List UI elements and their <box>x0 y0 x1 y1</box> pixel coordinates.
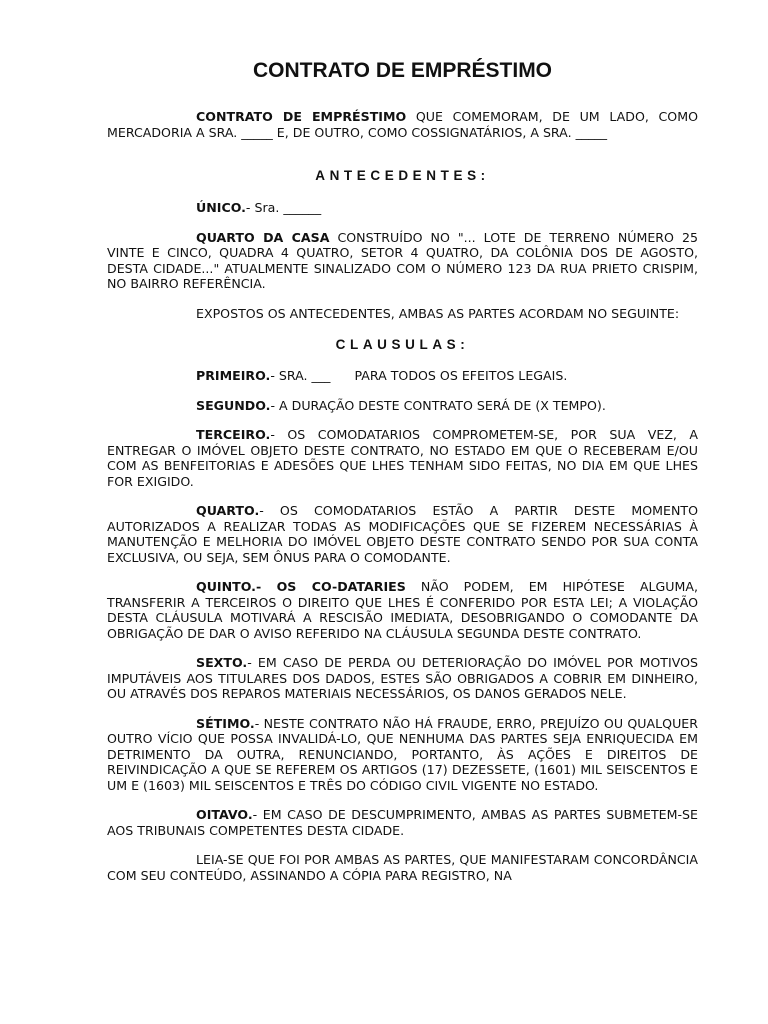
clause-sexto <box>107 655 698 702</box>
clause-text: - EM CASO DE PERDA OU DETERIORAÇÃO DO IMÓVEL POR MOTIVOS IMPUTÁVEIS AOS TITULARES DOS DADOS, ESTES SÃO OBRIGADOS A COBRIR EM DINHEIRO, OU ATRAVÉS DOS REPAROS MATERIAIS NECESSÁRIOS, OS DANOS GERADOS NELE. <box>107 655 698 701</box>
clause-setimo <box>107 716 698 794</box>
paragraph-quarto-casa <box>107 230 698 292</box>
clause-terceiro <box>107 427 698 489</box>
heading-antecedentes: ANTECEDENTES: <box>315 168 490 183</box>
document-title: CONTRATO DE EMPRÉSTIMO <box>252 59 553 82</box>
clause-primeiro <box>107 368 698 384</box>
clause-lead: QUARTO. <box>196 503 260 518</box>
clause-text: - EM CASO DE DESCUMPRIMENTO, AMBAS AS PARTES SUBMETEM-SE AOS TRIBUNAIS COMPETENTES DESTA CIDADE. <box>107 807 698 838</box>
clause-lead: PRIMEIRO. <box>196 368 271 383</box>
intro-lead: CONTRATO DE EMPRÉSTIMO <box>196 109 407 124</box>
unico-lead: ÚNICO. <box>196 200 246 215</box>
clause-lead: SEXTO. <box>196 655 248 670</box>
clause-lead: OITAVO. <box>196 807 253 822</box>
clause-text: - OS COMODATARIOS ESTÃO A PARTIR DESTE MOMENTO AUTORIZADOS A REALIZAR TODAS AS MODIFICAÇÕES QUE SE FIZEREM NECESSÁRIAS À MANUTENÇÃO E MELHORIA DO IMÓVEL OBJETO DESTE CONTRATO SENDO POR SUA CONTA EXCLUSIVA, OU SEJA, SEM ÔNUS PARA O COMODANTE. <box>107 503 698 565</box>
unico-text: - Sra. ______ <box>245 200 322 215</box>
quarto-casa-text: CONSTRUÍDO NO "... LOTE DE TERRENO NÚMERO 25 VINTE E CINCO, QUADRA 4 QUATRO, SETOR 4 QUATRO, DA COLÔNIA DOS DE AGOSTO, DESTA CIDADE..." ATUALMENTE SINALIZADO COM O NÚMERO 123 DA RUA PRIETO CRISPIM, NO BAIRRO REFERÊNCIA. <box>107 229 698 291</box>
clause-text: - SRA. ___ PARA TODOS OS EFEITOS LEGAIS. <box>270 368 568 383</box>
intro-paragraph <box>107 109 698 140</box>
closing-paragraph: LEIA-SE QUE FOI POR AMBAS AS PARTES, QUE MANIFESTARAM CONCORDÂNCIA COM SEU CONTEÚDO, ASSINANDO A CÓPIA PARA REGISTRO, NA <box>107 852 698 883</box>
clause-quinto <box>107 579 698 641</box>
clause-quarto <box>107 503 698 565</box>
clause-text: NÃO PODEM, EM HIPÓTESE ALGUMA, TRANSFERIR A TERCEIROS O DIREITO QUE LHES É CONFERIDO POR ESTA LEI; A VIOLAÇÃO DESTA CLÁUSULA MOTIVARÁ A RESCISÃO IMEDIATA, DESOBRIGANDO O COMODANTE DA OBRIGAÇÃO DE DAR O AVISO REFERIDO NA CLÁUSULA SEGUNDA DESTE CONTRATO. <box>107 579 699 641</box>
clause-lead: SEGUNDO. <box>196 397 271 413</box>
clause-text: - NESTE CONTRATO NÃO HÁ FRAUDE, ERRO, PREJUÍZO OU QUALQUER OUTRO VÍCIO QUE POSSA INVALIDÁ-LO, QUE NENHUMA DAS PARTES SEJA ENRIQUECIDA EM DETRIMENTO DA OUTRA, RENUNCIANDO, PORTANTO, ÀS AÇÕES E DIREITOS DE REIVINDICAÇÃO A QUE SE REFEREM OS ARTIGOS (17) DEZESSETE, (1601) MIL SEISCENTOS E UM E (1603) MIL SEISCENTOS E TRÊS DO CÓDIGO CIVIL VIGENTE NO ESTADO. <box>107 715 698 793</box>
heading-clausulas: CLAUSULAS: <box>335 337 470 352</box>
clause-text: - A DURAÇÃO DESTE CONTRATO SERÁ DE (X TEMPO). <box>270 397 606 413</box>
clause-segundo <box>107 398 698 414</box>
clause-lead: QUINTO.- OS CO-DATARIES <box>196 579 406 594</box>
intro-text: QUE COMEMORAM, DE UM LADO, COMO MERCADORIA A SRA. _____ E, DE OUTRO, COMO COSSIGNATÁRIOS, A SRA. _____ <box>107 109 698 140</box>
clause-lead: TERCEIRO. <box>196 427 271 442</box>
paragraph-expostos: EXPOSTOS OS ANTECEDENTES, AMBAS AS PARTES ACORDAM NO SEGUINTE: <box>196 305 680 321</box>
clause-lead: SÉTIMO. <box>196 715 255 731</box>
clause-text: - OS COMODATARIOS COMPROMETEM-SE, POR SUA VEZ, A ENTREGAR O IMÓVEL OBJETO DESTE CONTRATO, NO ESTADO EM QUE O RECEBERAM E/OU COM AS BENFEITORIAS E ADESÕES QUE LHES TENHAM SIDO FEITAS, NO DIA EM QUE LHES FOR EXIGIDO. <box>107 427 698 489</box>
paragraph-unico <box>107 200 698 216</box>
quarto-casa-lead: QUARTO DA CASA <box>196 229 330 245</box>
clause-oitavo <box>107 807 698 838</box>
